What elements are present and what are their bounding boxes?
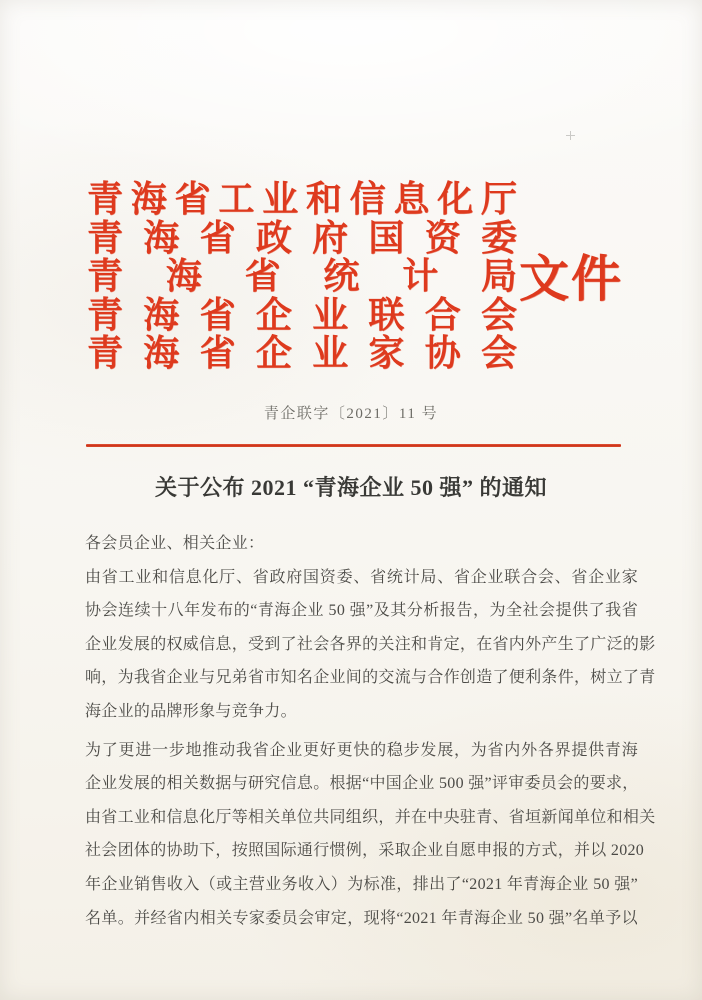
document-body — [85, 527, 656, 935]
document-reference-number: 青企联字〔2021〕11 号 — [263, 406, 439, 422]
body-paragraph-1 — [85, 561, 656, 729]
body-paragraph-2 — [85, 734, 656, 936]
letterhead-org-line: 青海省工业和信息化厅 — [87, 179, 517, 219]
letterhead-org-line: 青海省企业家协会 — [87, 333, 517, 374]
body-text-line: 响，为我省企业与兄弟省市知名企业间的交流与合作创造了便利条件，树立了青 — [85, 669, 656, 687]
letterhead-org-line: 青海省政府国资委 — [87, 217, 517, 258]
body-text-line: 社会团体的协助下，按照国际通行惯例，采取企业自愿申报的方式，并以 2020 — [85, 842, 645, 860]
body-text-line: 年企业销售收入（或主营业务收入）为标准，排出了“2021 年青海企业 50 强” — [85, 875, 638, 893]
body-text-line: 企业发展的权威信息，受到了社会各界的关注和肯定，在省内外产生了广泛的影 — [85, 635, 656, 653]
body-text-line: 协会连续十八年发布的“青海企业 50 强”及其分析报告，为全社会提供了我省 — [85, 602, 638, 620]
letterhead-org-line: 青海省企业联合会 — [87, 294, 517, 335]
letterhead-org-line: 青海省统计局 — [87, 256, 517, 297]
document-title: 关于公布 2021 “青海企业 50 强” 的通知 — [154, 475, 547, 500]
red-divider-rule — [86, 444, 621, 447]
body-text-line: 名单。并经省内相关专家委员会审定，现将“2021 年青海企业 50 强”名单予以 — [85, 909, 638, 927]
body-text-line: 海企业的品牌形象与竞争力。 — [85, 702, 297, 720]
scan-artifact-mark — [566, 131, 575, 140]
letterhead-org-names — [87, 180, 517, 373]
body-text-line: 为了更进一步地推动我省企业更好更快的稳步发展，为省内外各界提供青海 — [85, 741, 638, 759]
salutation-line: 各会员企业、相关企业： — [85, 535, 265, 552]
letterhead-document-word: 文件 — [519, 251, 623, 307]
body-text-line: 由省工业和信息化厅、省政府国资委、省统计局、省企业联合会、省企业家 — [85, 568, 638, 586]
body-text-line: 由省工业和信息化厅等相关单位共同组织，并在中央驻青、省垣新闻单位和相关 — [85, 808, 656, 826]
body-text-line: 企业发展的相关数据与研究信息。根据“中国企业 500 强”评审委员会的要求， — [85, 775, 639, 793]
